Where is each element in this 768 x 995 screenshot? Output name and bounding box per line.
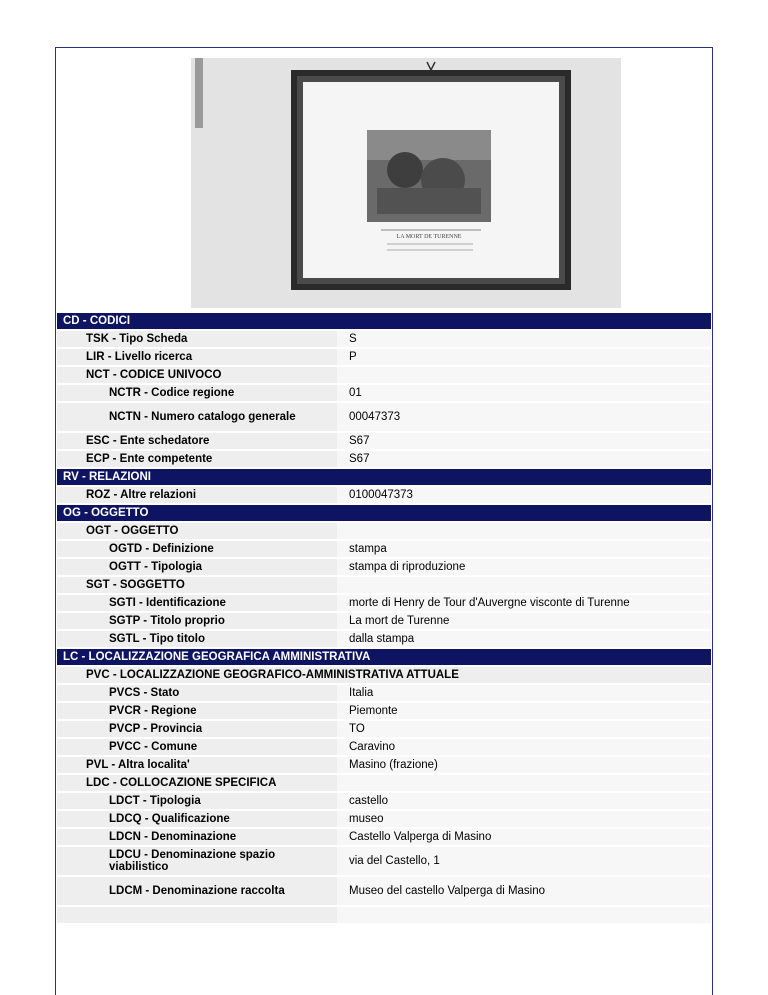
field-value: museo xyxy=(337,811,711,827)
field-row xyxy=(57,775,711,791)
field-value: stampa di riproduzione xyxy=(337,559,711,575)
field-value xyxy=(337,577,711,593)
field-label: LDCQ - Qualificazione xyxy=(57,811,337,827)
field-label: LDCT - Tipologia xyxy=(57,793,337,809)
field-value xyxy=(337,907,711,923)
field-value: Caravino xyxy=(337,739,711,755)
field-value: Piemonte xyxy=(337,703,711,719)
field-row xyxy=(57,433,711,449)
field-row xyxy=(57,523,711,539)
field-row xyxy=(57,367,711,383)
field-value: 01 xyxy=(337,385,711,401)
field-row xyxy=(57,577,711,593)
field-label: PVCS - Stato xyxy=(57,685,337,701)
field-value: Museo del castello Valperga di Masino xyxy=(337,877,711,905)
field-value: dalla stampa xyxy=(337,631,711,647)
field-row xyxy=(57,631,711,647)
field-value: stampa xyxy=(337,541,711,557)
section-title: RV - RELAZIONI xyxy=(57,469,711,485)
field-label: ESC - Ente schedatore xyxy=(57,433,337,449)
field-value: TO xyxy=(337,721,711,737)
field-label: ECP - Ente competente xyxy=(57,451,337,467)
field-label: TSK - Tipo Scheda xyxy=(57,331,337,347)
field-row xyxy=(57,451,711,467)
field-label: LDCM - Denominazione raccolta xyxy=(57,877,337,905)
field-row xyxy=(57,667,711,683)
field-label: PVC - LOCALIZZAZIONE GEOGRAFICO-AMMINISTRATIVA ATTUALE xyxy=(57,667,711,683)
field-row xyxy=(57,907,711,923)
field-label: SGTP - Titolo proprio xyxy=(57,613,337,629)
field-label: PVCC - Comune xyxy=(57,739,337,755)
section-title: OG - OGGETTO xyxy=(57,505,711,521)
field-label: SGTL - Tipo titolo xyxy=(57,631,337,647)
field-value: castello xyxy=(337,793,711,809)
section-title: CD - CODICI xyxy=(57,313,711,329)
field-label: OGT - OGGETTO xyxy=(57,523,337,539)
field-value: S67 xyxy=(337,433,711,449)
field-row xyxy=(57,847,711,875)
field-value: Castello Valperga di Masino xyxy=(337,829,711,845)
field-row xyxy=(57,739,711,755)
field-label: NCT - CODICE UNIVOCO xyxy=(57,367,337,383)
field-label: LDCU - Denominazione spazio viabilistico xyxy=(57,847,337,875)
field-value: morte di Henry de Tour d'Auvergne visconte di Turenne xyxy=(337,595,711,611)
field-row xyxy=(57,877,711,905)
field-row xyxy=(57,559,711,575)
field-row xyxy=(57,757,711,773)
field-row xyxy=(57,487,711,503)
field-value: La mort de Turenne xyxy=(337,613,711,629)
field-value: Masino (frazione) xyxy=(337,757,711,773)
field-row xyxy=(57,331,711,347)
field-row xyxy=(57,613,711,629)
section-header xyxy=(57,649,711,665)
field-value: 00047373 xyxy=(337,403,711,431)
field-label: PVCP - Provincia xyxy=(57,721,337,737)
field-value xyxy=(337,367,711,383)
field-label: PVL - Altra localita' xyxy=(57,757,337,773)
field-label: SGTI - Identificazione xyxy=(57,595,337,611)
field-label: SGT - SOGGETTO xyxy=(57,577,337,593)
field-row xyxy=(57,685,711,701)
field-row xyxy=(57,793,711,809)
field-label: PVCR - Regione xyxy=(57,703,337,719)
field-value: P xyxy=(337,349,711,365)
section-header xyxy=(57,313,711,329)
section-title: LC - LOCALIZZAZIONE GEOGRAFICA AMMINISTRATIVA xyxy=(57,649,711,665)
section-header xyxy=(57,469,711,485)
field-row xyxy=(57,829,711,845)
engraving-caption: LA MORT DE TURENNE xyxy=(396,234,462,240)
field-row xyxy=(57,349,711,365)
field-label: LDC - COLLOCAZIONE SPECIFICA xyxy=(57,775,337,791)
field-label: OGTT - Tipologia xyxy=(57,559,337,575)
field-label: LDCN - Denominazione xyxy=(57,829,337,845)
section-header xyxy=(57,505,711,521)
field-value xyxy=(337,775,711,791)
field-row xyxy=(57,721,711,737)
field-row xyxy=(57,811,711,827)
field-label: OGTD - Definizione xyxy=(57,541,337,557)
field-row xyxy=(57,595,711,611)
field-row xyxy=(57,703,711,719)
field-value xyxy=(337,523,711,539)
field-label: ROZ - Altre relazioni xyxy=(57,487,337,503)
field-label xyxy=(57,907,337,923)
catalog-sheet xyxy=(55,47,713,995)
field-value: 0100047373 xyxy=(337,487,711,503)
field-label: LIR - Livello ricerca xyxy=(57,349,337,365)
field-row xyxy=(57,403,711,431)
field-value: via del Castello, 1 xyxy=(337,847,711,875)
field-label: NCTR - Codice regione xyxy=(57,385,337,401)
field-label: NCTN - Numero catalogo generale xyxy=(57,403,337,431)
artwork-photo xyxy=(191,58,621,308)
field-row xyxy=(57,541,711,557)
catalog-table xyxy=(57,311,711,925)
field-value: S xyxy=(337,331,711,347)
field-value: Italia xyxy=(337,685,711,701)
field-value: S67 xyxy=(337,451,711,467)
field-row xyxy=(57,385,711,401)
